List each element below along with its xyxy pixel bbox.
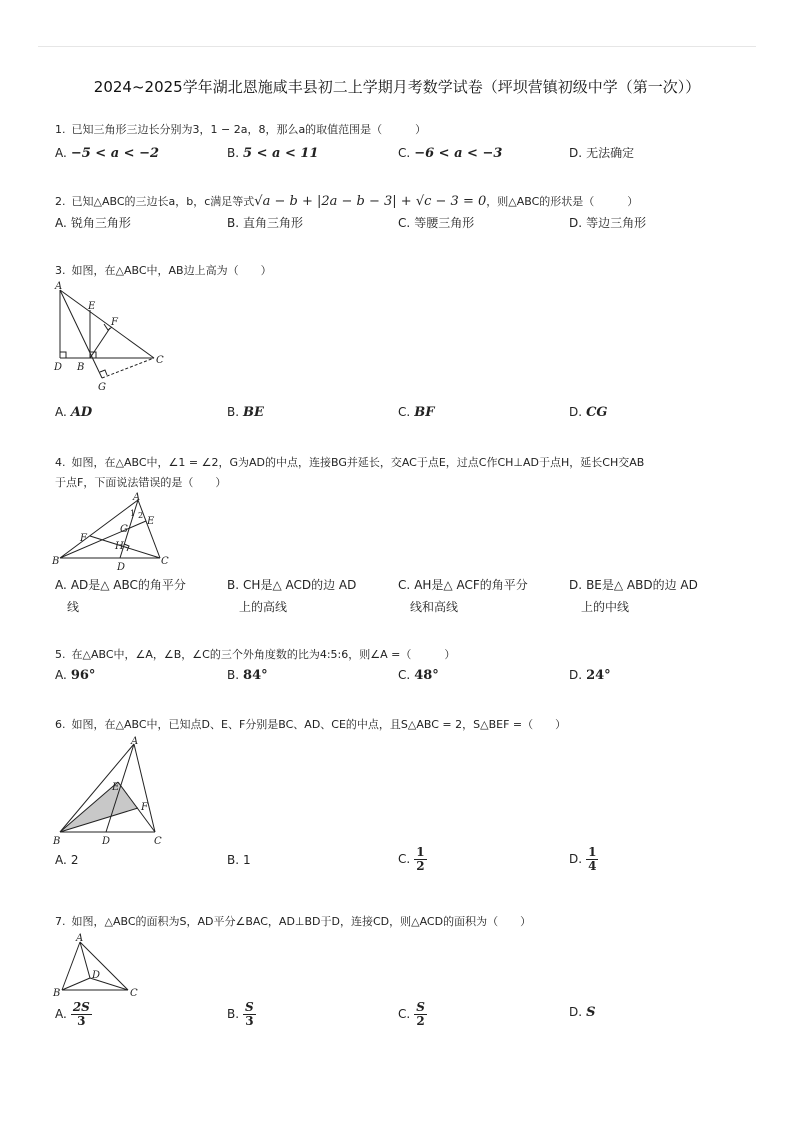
q7-line-ab bbox=[62, 942, 80, 990]
question-2-stem: 2. 已知△ABC的三边长a，b，c满足等式√a − b + |2a − b − 3| + √c − 3 = 0，则△ABC的形状是（ ） bbox=[55, 194, 639, 209]
page-title: 2024~2025学年湖北恩施咸丰县初二上学期月考数学试卷（坪坝营镇初级中学（第一次）） bbox=[93, 78, 701, 96]
q3-label-b: B bbox=[77, 362, 85, 373]
q3-label-d: D bbox=[54, 362, 63, 373]
q4-label-2: 2 bbox=[138, 511, 144, 520]
q7-label-b: B bbox=[53, 988, 61, 999]
q3-label-a: A bbox=[55, 281, 63, 292]
question-7-option-b[interactable]: B. $\frac{S}{3}$ bbox=[227, 1000, 254, 1028]
question-6-stem: 6. 如图，在△ABC中，已知点D、E、F分别是BC、AD、CE的中点，且S△ABC = 2，S△BEF =（ ） bbox=[55, 718, 567, 731]
question-6-option-b[interactable]: B. 1 bbox=[227, 853, 251, 867]
question-3-option-b[interactable]: B. BE bbox=[227, 405, 264, 420]
question-6-option-d[interactable]: D. $\frac{1}{4}$ bbox=[569, 845, 597, 873]
q6-label-a: A bbox=[131, 736, 139, 747]
q4-label-b: B bbox=[52, 556, 60, 567]
q3-label-g: G bbox=[98, 382, 106, 393]
question-1-option-d[interactable]: D. 无法确定 bbox=[569, 146, 635, 160]
question-2-option-c[interactable]: C. 等腰三角形 bbox=[398, 216, 475, 230]
q7-label-c: C bbox=[130, 988, 138, 999]
question-5-option-d[interactable]: D. 24° bbox=[569, 668, 611, 683]
question-3-figure bbox=[50, 282, 170, 400]
q7-option-b-fraction: $\frac{S}{3}$ bbox=[245, 1000, 254, 1028]
q6-label-c: C bbox=[154, 836, 162, 847]
question-7-option-d[interactable]: D. S bbox=[569, 1005, 596, 1020]
question-2-option-a[interactable]: A. 锐角三角形 bbox=[55, 216, 131, 230]
q6-shaded-triangle-bef bbox=[60, 782, 138, 832]
question-1-option-b[interactable]: B. 5 < a < 11 bbox=[227, 146, 319, 161]
q6-option-d-fraction: $\frac{1}{4}$ bbox=[588, 845, 597, 873]
header-divider bbox=[38, 46, 756, 47]
q7-option-a-fraction: $\frac{2S}{3}$ bbox=[72, 1000, 90, 1028]
question-2-option-d[interactable]: D. 等边三角形 bbox=[569, 216, 647, 230]
q3-label-c: C bbox=[156, 355, 164, 366]
question-5-option-b[interactable]: B. 84° bbox=[227, 668, 268, 683]
q4-label-f: F bbox=[80, 533, 87, 544]
q3-line-cg bbox=[102, 358, 154, 378]
q7-option-c-fraction: $\frac{S}{2}$ bbox=[416, 1000, 425, 1028]
q3-right-angle-g bbox=[100, 370, 107, 375]
question-6-option-c[interactable]: C. $\frac{1}{2}$ bbox=[398, 845, 425, 873]
q6-line-ac bbox=[134, 744, 155, 832]
question-3-option-a[interactable]: A. AD bbox=[55, 405, 93, 420]
q3-line-bf bbox=[90, 328, 110, 358]
question-3-option-c[interactable]: C. BF bbox=[398, 405, 435, 420]
question-4-stem-line-1: 4. 如图，在△ABC中，∠1 = ∠2，G为AD的中点，连接BG并延长，交AC于点E，过点C作CH⊥AD于点H，延长CH交AB bbox=[55, 456, 645, 469]
q6-label-d: D bbox=[102, 836, 111, 847]
q6-line-ad bbox=[106, 744, 134, 832]
question-5-option-a[interactable]: A. 96° bbox=[55, 668, 96, 683]
q4-label-d: D bbox=[117, 562, 126, 573]
q3-label-e: E bbox=[88, 301, 96, 312]
q4-label-h: H bbox=[115, 541, 124, 552]
q6-label-b: B bbox=[53, 836, 61, 847]
q7-label-a: A bbox=[76, 933, 84, 944]
q4-line-cf bbox=[90, 536, 160, 558]
question-5-stem: 5. 在△ABC中，∠A，∠B，∠C的三个外角度数的比为4:5:6，则∠A =（ ） bbox=[55, 648, 456, 661]
question-4-option-d[interactable]: D. BE是△ ABD的边 AD 上的中线 bbox=[569, 578, 698, 614]
question-3-option-d[interactable]: D. CG bbox=[569, 405, 608, 420]
question-2-option-b[interactable]: B. 直角三角形 bbox=[227, 216, 304, 230]
question-6-option-a[interactable]: A. 2 bbox=[55, 853, 79, 867]
q4-label-e: E bbox=[147, 516, 155, 527]
question-4-option-b[interactable]: B. CH是△ ACD的边 AD 上的高线 bbox=[227, 578, 357, 614]
q3-line-ac bbox=[60, 290, 154, 358]
question-2-formula: √a − b + |2a − b − 3| + √c − 3 = 0 bbox=[254, 194, 487, 209]
q4-label-c: C bbox=[161, 556, 169, 567]
q3-right-angle-d bbox=[60, 352, 66, 358]
q3-label-f: F bbox=[111, 317, 118, 328]
question-1-stem: 1. 已知三角形三边长分别为3，1 − 2a，8，那么a的取值范围是（ ） bbox=[55, 123, 427, 136]
q6-label-f: F bbox=[141, 802, 148, 813]
question-1-option-c[interactable]: C. −6 < a < −3 bbox=[398, 146, 503, 161]
q6-label-e: E bbox=[112, 782, 120, 793]
q6-option-c-fraction: $\frac{1}{2}$ bbox=[416, 845, 425, 873]
question-7-figure bbox=[50, 932, 150, 1000]
question-7-option-c[interactable]: C. $\frac{S}{2}$ bbox=[398, 1000, 425, 1028]
question-4-figure bbox=[50, 494, 180, 574]
question-5-option-c[interactable]: C. 48° bbox=[398, 668, 439, 683]
q7-label-d: D bbox=[92, 970, 101, 981]
question-4-option-a[interactable]: A. AD是△ ABC的角平分 线 bbox=[55, 578, 186, 614]
question-4-stem-line-2: 于点F，下面说法错误的是（ ） bbox=[55, 476, 227, 489]
question-1-option-a[interactable]: A. −5 < a < −2 bbox=[55, 146, 160, 161]
question-7-stem: 7. 如图，△ABC的面积为S，AD平分∠BAC，AD⊥BD于D，连接CD，则△ACD的面积为（ ） bbox=[55, 915, 532, 928]
q4-line-ac bbox=[138, 500, 160, 558]
q4-label-1: 1 bbox=[130, 509, 136, 518]
question-7-option-a[interactable]: A. $\frac{2S}{3}$ bbox=[55, 1000, 90, 1028]
q4-label-g: G bbox=[120, 524, 128, 535]
q4-label-a: A bbox=[133, 492, 141, 503]
question-6-figure bbox=[50, 736, 170, 848]
question-3-stem: 3. 如图，在△ABC中，AB边上高为（ ） bbox=[55, 264, 272, 277]
question-4-option-c[interactable]: C. AH是△ ACF的角平分 线和高线 bbox=[398, 578, 528, 614]
